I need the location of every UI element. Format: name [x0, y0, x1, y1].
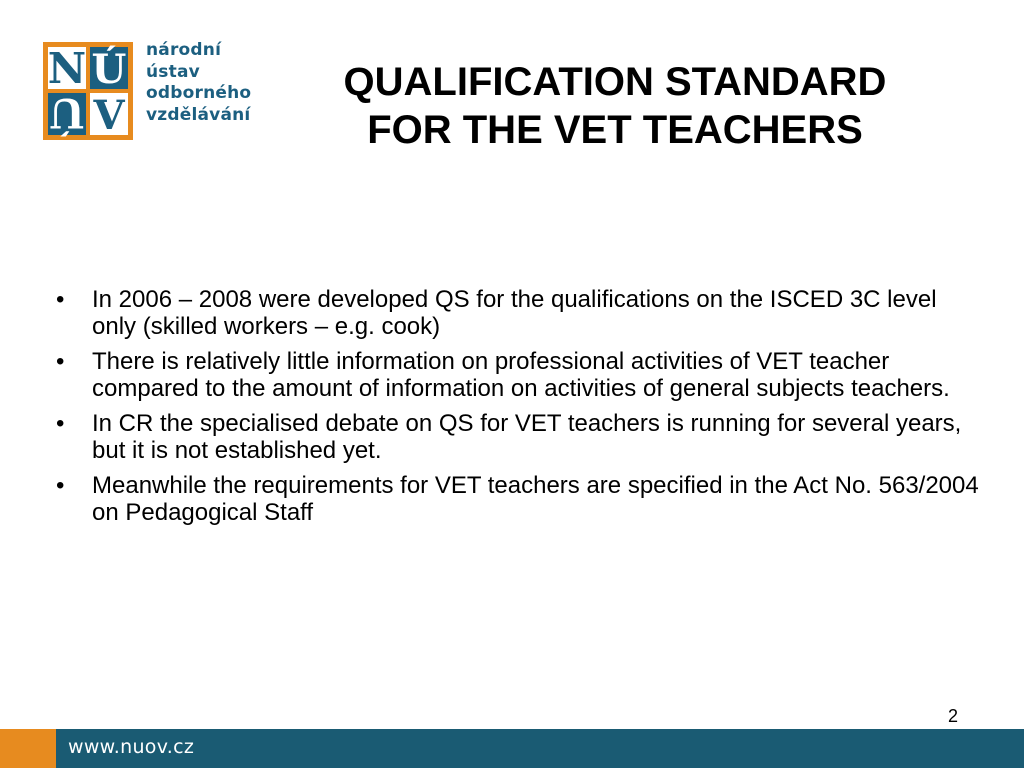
bullet-icon: • [56, 472, 65, 499]
footer-bar [0, 729, 1024, 768]
slide-title-line-2: FOR THE VET TEACHERS [367, 108, 863, 152]
bullet-text: In CR the specialised debate on QS for VET teachers is running for several years, but it is not established yet. [92, 410, 962, 464]
footer-website-link[interactable]: www.nuov.cz [68, 736, 195, 758]
bullet-item [52, 286, 982, 340]
slide-title [290, 58, 940, 154]
slide-title-line-1: QUALIFICATION STANDARD [343, 60, 887, 104]
logo-wordmark [146, 40, 251, 126]
bullet-icon: • [56, 286, 65, 313]
logo-line-2: ústav [146, 61, 200, 82]
footer-accent [0, 729, 56, 768]
bullet-item [52, 410, 982, 464]
nuov-logo [43, 42, 133, 140]
logo-letter-v: V [93, 92, 125, 139]
logo-letter-u-bottom: Ú [49, 89, 85, 136]
bullet-list [52, 286, 982, 534]
logo-line-4: vzdělávání [146, 104, 251, 125]
logo-letter-u-top: Ú [91, 46, 127, 93]
bullet-item [52, 348, 982, 402]
logo-letter-n: N [47, 44, 87, 93]
logo-line-3: odborného [146, 83, 252, 103]
page-number: 2 [948, 706, 959, 726]
bullet-item [52, 472, 982, 526]
bullet-icon: • [56, 410, 65, 437]
logo-line-1: národní [146, 40, 222, 60]
bullet-text: Meanwhile the requirements for VET teachers are specified in the Act No. 563/2004 on Pedagogical Staff [92, 472, 979, 526]
bullet-icon: • [56, 348, 65, 375]
bullet-text: There is relatively little information on professional activities of VET teacher compared to the amount of information on activities of general subjects teachers. [92, 348, 950, 402]
bullet-text: In 2006 – 2008 were developed QS for the qualifications on the ISCED 3C level only (skilled workers – e.g. cook) [92, 286, 937, 340]
